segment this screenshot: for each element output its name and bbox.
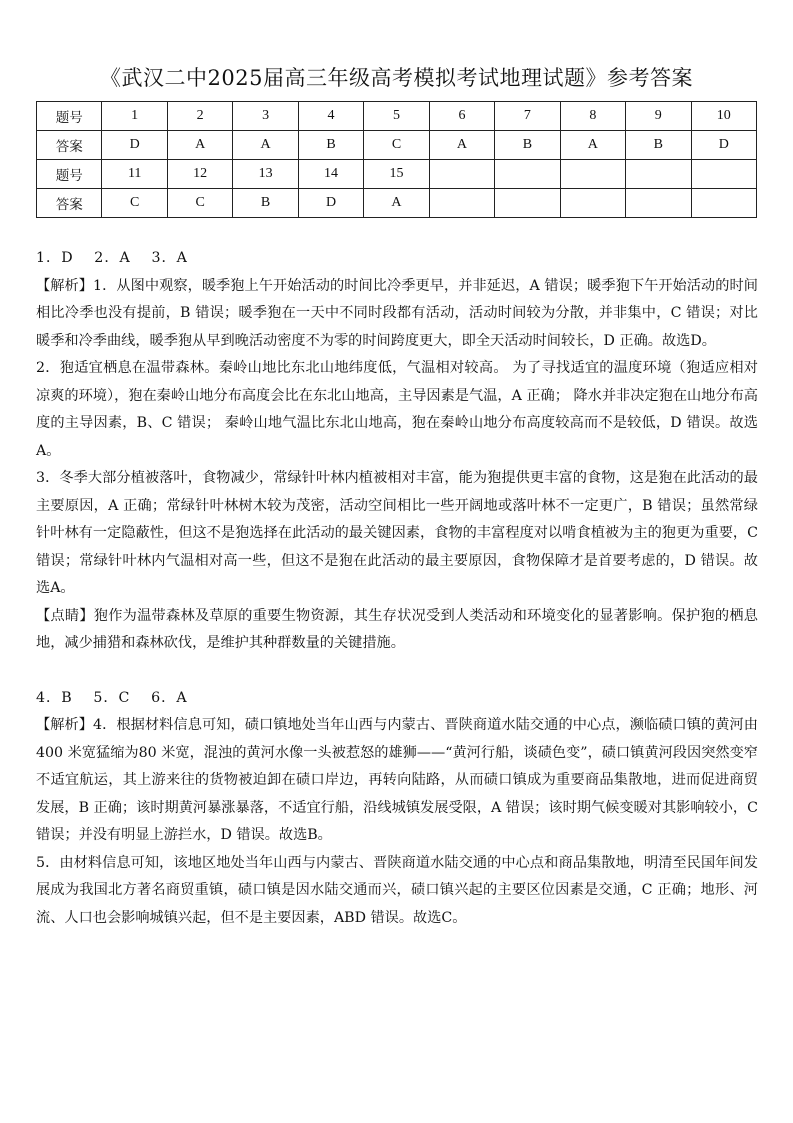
answer-table-row-header: 题号 [37,102,102,131]
explanation-paragraph: 5．由材料信息可知，该地区地处当年山西与内蒙古、晋陕商道水陆交通的中心点和商品集散地，明清至民国年间发展成为我国北方著名商贸重镇，碛口镇是因水陆交通而兴，碛口镇兴起的主要区位因素是交通，C 正确；地形、河流、人口也会影响城镇兴起，但不是主要因素，ABD 错误。故选C。 [36,854,758,926]
answer-table-cell: 1 [102,102,167,131]
answer-table-cell [495,160,560,189]
answer-table-cell: 12 [167,160,232,189]
answer-table-cell: 5 [364,102,429,131]
answer-table-cell [429,160,494,189]
answer-table-cell: D [102,131,167,160]
explanation-body [36,245,758,932]
explanation-paragraph: 【解析】1．从图中观察，暖季狍上午开始活动的时间比冷季更早，并非延迟，A 错误；暖季狍下午开始活动的时间相比冷季也没有提前，B 错误；暖季狍在一天中不同时段都有活动，活动时间较为分散，并非集中，C 错误；对比暖季和冷季曲线，暖季狍从早到晚活动密度不为零的时间跨度更大，即全天活动时间较长，D 正确。故选D。 [36,277,758,349]
explanation-paragraph: 【解析】4．根据材料信息可知，碛口镇地处当年山西与内蒙古、晋陕商道水陆交通的中心点，濒临碛口镇的黄河由400 米宽猛缩为80 米宽，混浊的黄河水像一头被惹怒的雄狮——“黄河行船，谈碛色变”，碛口镇黄河段因突然变窄不适宜航运，其上游来往的货物被迫卸在碛口岸边，再转向陆路，从而碛口镇成为重要商品集散地，进而促进商贸发展，B 正确；该时期黄河暴涨暴落，不适宜行船，沿线城镇发展受限，A 错误；该时期气候变暖对其影响较小，C 错误；并没有明显上游拦水，D 错误。故选B。 [36,717,758,843]
answer-table-cell: A [560,131,625,160]
answer-table-cell: 6 [429,102,494,131]
answer-table-cell: A [167,131,232,160]
answer-table-row [37,160,757,189]
answer-table-cell: C [102,189,167,218]
answer-table-row [37,131,757,160]
answer-table-cell: A [429,131,494,160]
answer-table-row-header: 答案 [37,189,102,218]
key-point-paragraph: 【点睛】狍作为温带森林及草原的重要生物资源，其生存状况受到人类活动和环境变化的显著影响。保护狍的栖息地，减少捕猎和森林砍伐，是维护其种群数量的关键措施。 [36,607,758,651]
answer-table-cell [560,160,625,189]
answer-table-cell [691,160,756,189]
answer-table-cell: B [298,131,363,160]
page-title: 《武汉二中2025届高三年级高考模拟考试地理试题》参考答案 [100,66,693,90]
answer-table-cell [691,189,756,218]
answer-table-cell [626,189,691,218]
answer-table-cell [560,189,625,218]
answer-table-cell: 11 [102,160,167,189]
explanation-paragraph: 2．狍适宜栖息在温带森林。秦岭山地比东北山地纬度低，气温相对较高。 为了寻找适宜的温度环境（狍适应相对凉爽的环境），狍在秦岭山地分布高度会比在东北山地高，主导因素是气温，A 正确； 降水并非决定狍在山地分布高度的主导因素，B、C 错误； 秦岭山地气温比东北山地高，狍在秦岭山地分布高度较高而不是较低，D 错误。故选A。 [36,360,758,459]
answer-table-cell: 9 [626,102,691,131]
answer-table-cell: 7 [495,102,560,131]
answer-table-cell: 8 [560,102,625,131]
answer-table [36,101,757,218]
answer-table-cell: A [364,189,429,218]
answer-table-cell: D [691,131,756,160]
answer-table-row-header: 答案 [37,131,102,160]
answer-table-cell [495,189,560,218]
answer-table-cell: B [626,131,691,160]
answer-table-cell: 14 [298,160,363,189]
answer-table-cell: 4 [298,102,363,131]
answer-summary: 1．D 2．A 3．A [36,250,188,266]
answer-table-cell: A [233,131,298,160]
answer-table-row-header: 题号 [37,160,102,189]
answer-table-cell [429,189,494,218]
answer-table-cell: 15 [364,160,429,189]
answer-table-cell: 10 [691,102,756,131]
section-spacer [36,658,758,685]
answer-summary: 4．B 5．C 6．A [36,689,188,706]
answer-table-cell: D [298,189,363,218]
answer-table-cell: B [495,131,560,160]
explanation-paragraph: 3．冬季大部分植被落叶，食物减少，常绿针叶林内植被相对丰富，能为狍提供更丰富的食物，这是狍在此活动的最主要原因，A 正确；常绿针叶林树木较为茂密，活动空间相比一些开阔地或落叶林不一定更广，B 错误；虽然常绿针叶林有一定隐蔽性，但这不是狍选择在此活动的最关键因素，食物的丰富程度对以啃食植被为主的狍更为重要，C 错误；常绿针叶林内气温相对高一些，但这不是狍在此活动的最主要原因，食物保障才是首要考虑的，D 错误。故选A。 [36,470,758,596]
answer-table-row [37,102,757,131]
answer-table-cell: B [233,189,298,218]
answer-table-cell [626,160,691,189]
answer-table-cell: 13 [233,160,298,189]
answer-table-cell: 2 [167,102,232,131]
answer-table-cell: 3 [233,102,298,131]
answer-table-cell: C [364,131,429,160]
answer-table-row [37,189,757,218]
answer-table-cell: C [167,189,232,218]
